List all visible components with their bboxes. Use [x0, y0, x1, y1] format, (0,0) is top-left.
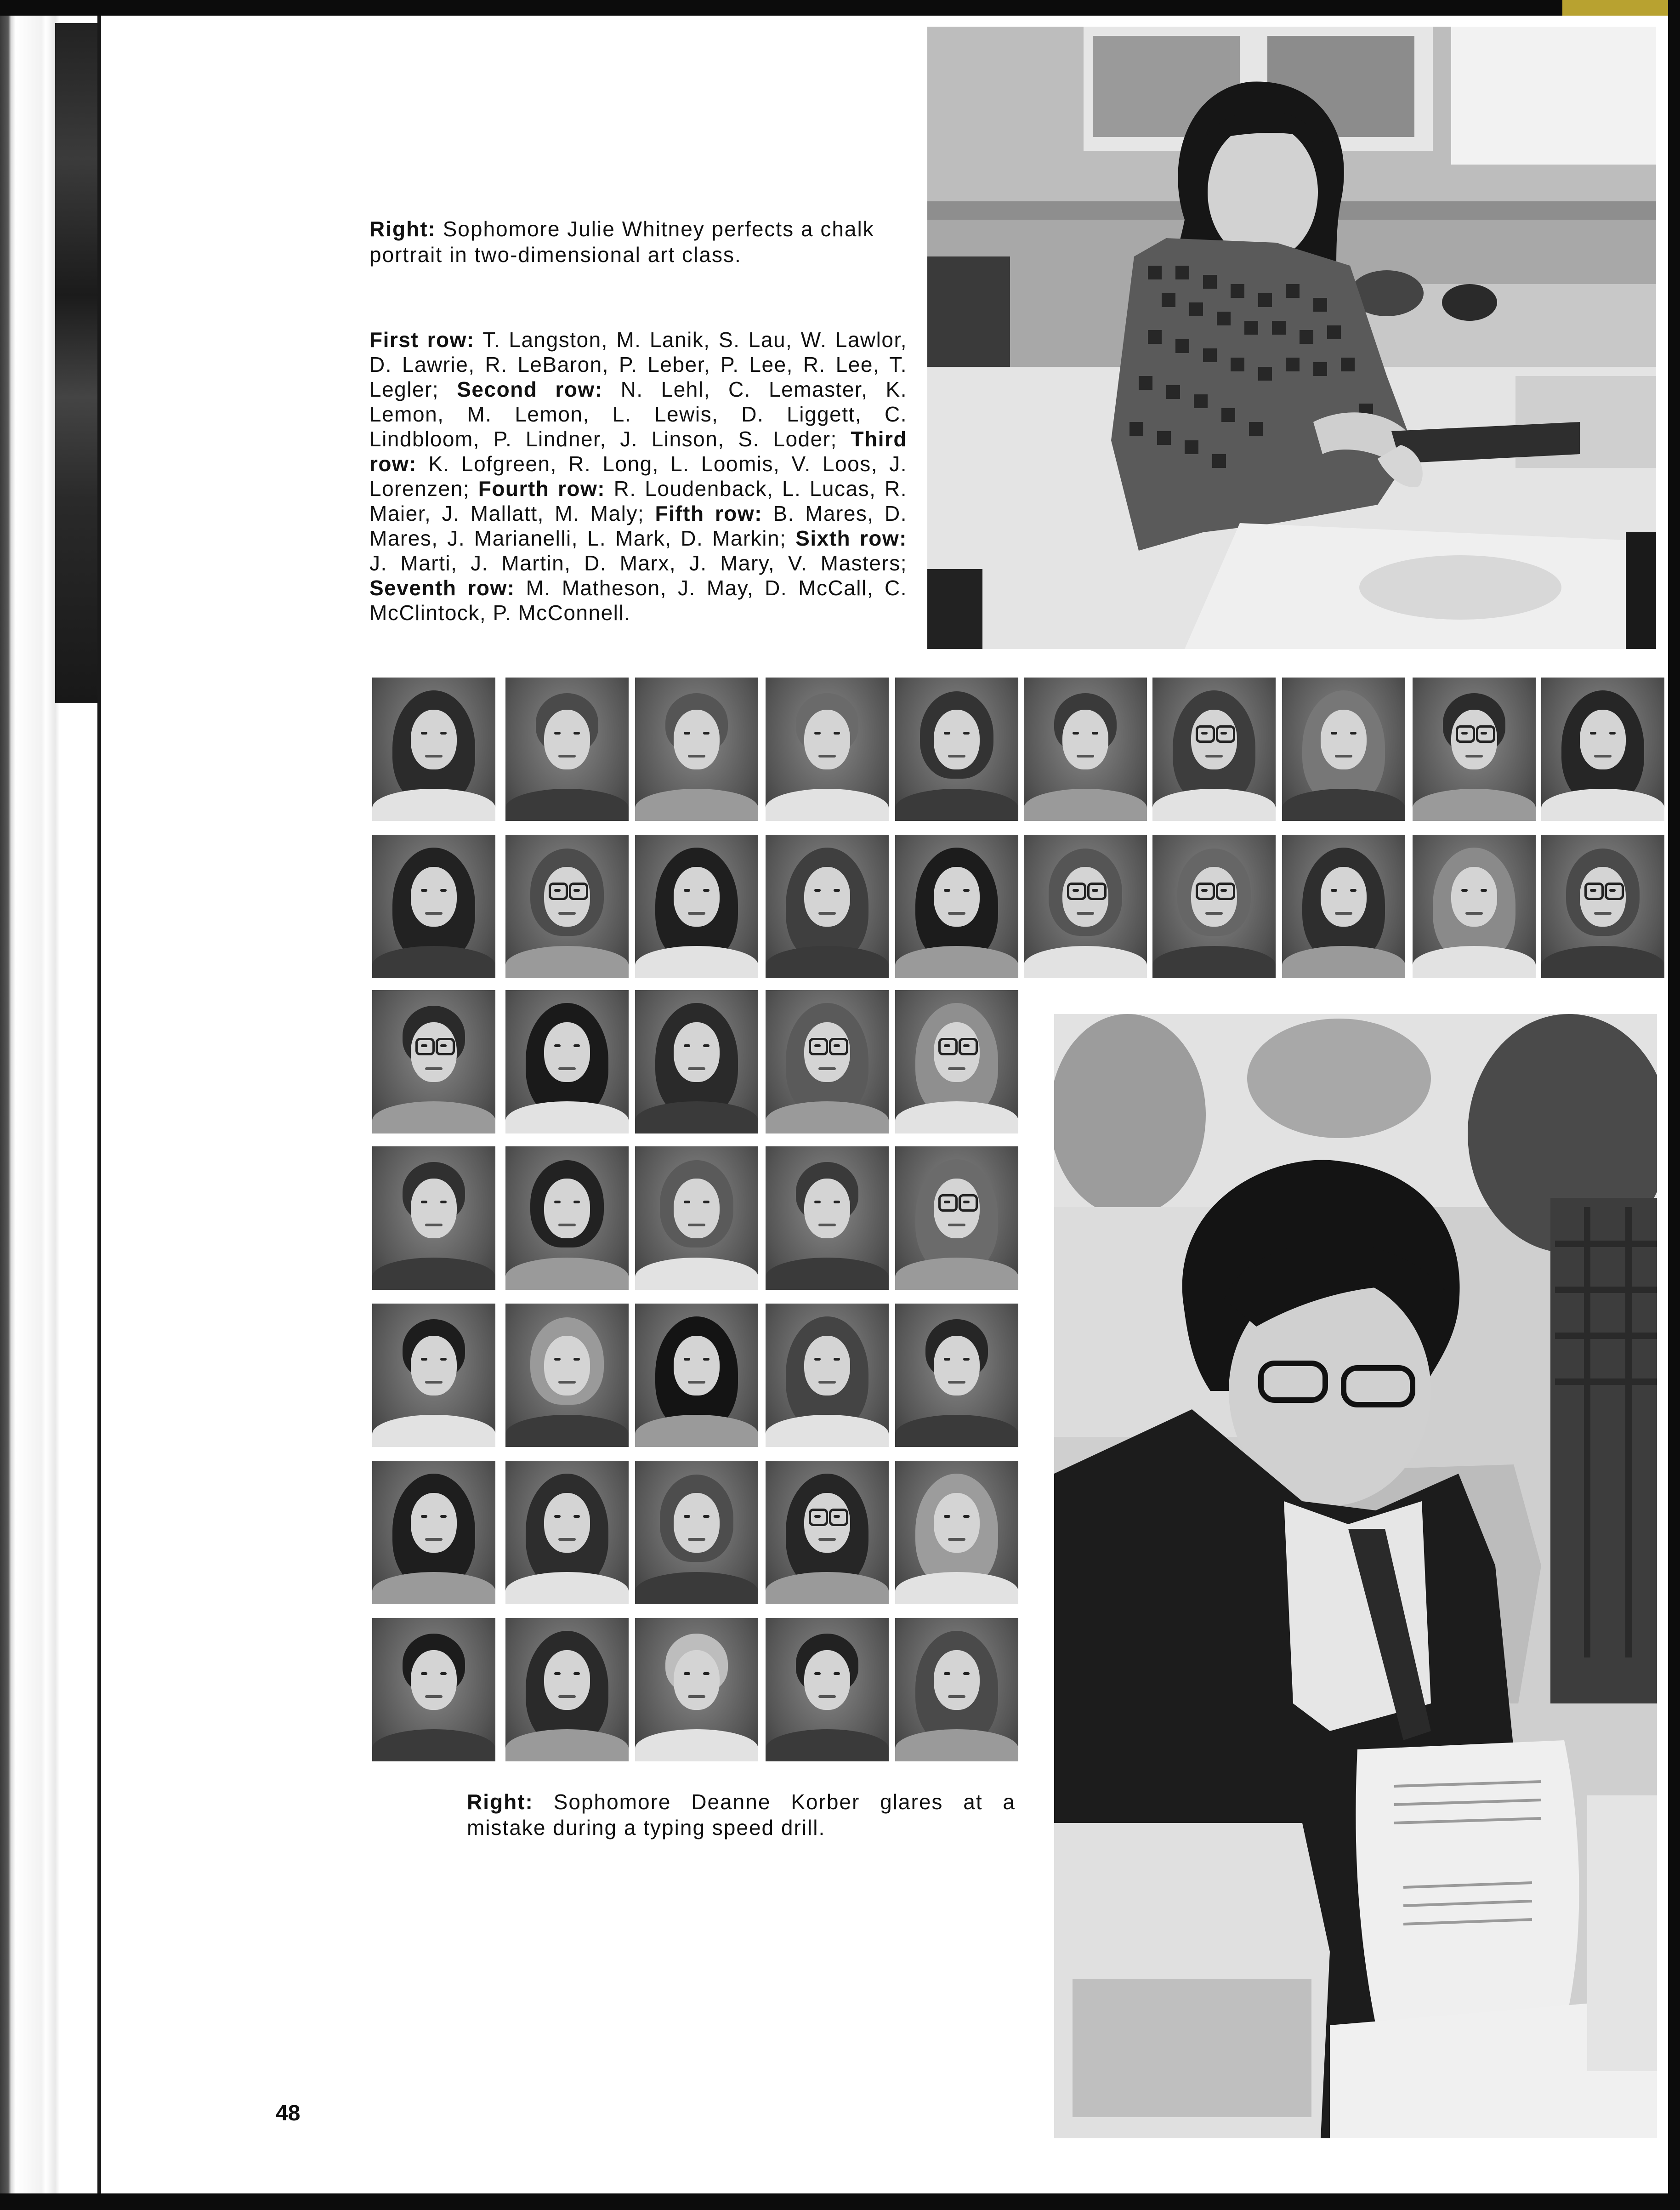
- portrait-face: [544, 1179, 590, 1238]
- student-portrait: [1024, 678, 1147, 821]
- student-portrait: [766, 1146, 889, 1290]
- portrait-eye: [1350, 889, 1356, 892]
- page-number: 48: [276, 2101, 301, 2125]
- portrait-glasses: [938, 1194, 958, 1212]
- portrait-glasses: [1476, 725, 1495, 743]
- portrait-eye: [684, 889, 690, 892]
- portrait-eye: [554, 732, 561, 735]
- student-portrait: [766, 990, 889, 1133]
- portrait-eye: [814, 889, 821, 892]
- portrait-glasses: [829, 1509, 848, 1526]
- portrait-eye: [1092, 732, 1098, 735]
- portrait-eye: [421, 1358, 427, 1361]
- portrait-eye: [944, 1358, 950, 1361]
- portrait-eye: [573, 1201, 580, 1203]
- portrait-mouth: [425, 1695, 443, 1698]
- portrait-glasses: [938, 1038, 958, 1055]
- student-portrait: [895, 1461, 1018, 1604]
- portrait-eye: [440, 1515, 447, 1518]
- portrait-eye: [703, 1358, 709, 1361]
- caption-text: Sophomore Julie Whitney perfects a chalk portrait in two-dimensional art class.: [369, 217, 874, 267]
- portrait-eye: [703, 1515, 709, 1518]
- caption-text: Sophomore Deanne Korber glares at a mistake during a typing speed drill.: [467, 1790, 1016, 1840]
- student-portrait: [1413, 678, 1536, 821]
- student-portrait: [505, 1146, 629, 1290]
- portrait-eye: [703, 1672, 709, 1675]
- row-label-sixth: Sixth row:: [795, 526, 908, 550]
- portrait-eye: [554, 1358, 561, 1361]
- portrait-glasses: [1067, 883, 1086, 900]
- portrait-face: [674, 1022, 720, 1082]
- portrait-face: [544, 1022, 590, 1082]
- portrait-mouth: [1465, 912, 1483, 915]
- portrait-mouth: [425, 1381, 443, 1384]
- portrait-mouth: [818, 1381, 836, 1384]
- portrait-face: [934, 710, 980, 769]
- portrait-mouth: [1594, 912, 1612, 915]
- portrait-glasses: [1216, 725, 1235, 743]
- typing-photo-caption: [467, 1789, 1016, 1840]
- portrait-eye: [814, 732, 821, 735]
- portrait-mouth: [425, 1067, 443, 1070]
- student-portrait: [505, 835, 629, 978]
- portrait-mouth: [818, 755, 836, 758]
- portrait-mouth: [558, 1067, 576, 1070]
- portrait-face: [934, 867, 980, 927]
- portrait-face: [804, 1179, 850, 1238]
- student-portrait: [766, 835, 889, 978]
- student-portrait: [372, 1461, 495, 1604]
- student-portrait: [1282, 678, 1405, 821]
- portrait-eye: [703, 1201, 709, 1203]
- student-portrait: [635, 990, 758, 1133]
- portrait-face: [934, 1336, 980, 1395]
- portrait-mouth: [688, 1067, 705, 1070]
- row-names-fifth: B. Mares, D. Mares, J. Marianelli, L. Mark, D. Markin;: [369, 501, 908, 550]
- student-portrait: [1282, 835, 1405, 978]
- portrait-mouth: [948, 1224, 965, 1226]
- row-label-third: Third row:: [369, 427, 907, 476]
- row-label-seventh: Seventh row:: [369, 576, 515, 600]
- portrait-mouth: [558, 1538, 576, 1541]
- row-names-fourth: R. Loudenback, L. Lucas, R. Maier, J. Mallatt, M. Maly;: [369, 477, 907, 525]
- portrait-face: [1062, 710, 1108, 769]
- portrait-eye: [834, 1358, 840, 1361]
- portrait-eye: [573, 1672, 580, 1675]
- row-names-first: T. Langston, M. Lanik, S. Lau, W. Lawlor, D. Lawrie, R. LeBaron, P. Leber, P. Lee, R. Lee, T. Legler;: [369, 328, 908, 401]
- portrait-face: [934, 1493, 980, 1553]
- portrait-mouth: [1335, 755, 1352, 758]
- student-portrait: [766, 1461, 889, 1604]
- row-names-third: K. Lofgreen, R. Long, L. Loomis, V. Loos, J. Lorenzen;: [369, 452, 907, 501]
- portrait-face: [544, 1336, 590, 1395]
- portrait-mouth: [818, 1538, 836, 1541]
- portrait-eye: [573, 1358, 580, 1361]
- scan-border-bottom: [0, 2193, 1680, 2210]
- portrait-face: [411, 1179, 457, 1238]
- student-portrait: [372, 1146, 495, 1290]
- caption-label: Right:: [467, 1790, 534, 1814]
- student-portrait: [635, 835, 758, 978]
- row-label-fifth: Fifth row:: [655, 501, 762, 525]
- portrait-face: [544, 1650, 590, 1710]
- student-portrait: [505, 678, 629, 821]
- student-portrait: [895, 1146, 1018, 1290]
- portrait-eye: [421, 1201, 427, 1203]
- student-portrait: [1152, 835, 1276, 978]
- portrait-mouth: [818, 912, 836, 915]
- portrait-mouth: [425, 1538, 443, 1541]
- portrait-eye: [440, 1672, 447, 1675]
- portrait-mouth: [948, 1381, 965, 1384]
- portrait-eye: [684, 732, 690, 735]
- portrait-eye: [963, 889, 970, 892]
- portrait-glasses: [1216, 883, 1235, 900]
- portrait-glasses: [1584, 883, 1604, 900]
- portrait-eye: [944, 1672, 950, 1675]
- student-portrait: [372, 990, 495, 1133]
- portrait-mouth: [558, 1381, 576, 1384]
- portrait-eye: [1609, 732, 1616, 735]
- portrait-eye: [1331, 889, 1337, 892]
- portrait-glasses: [959, 1038, 978, 1055]
- portrait-eye: [440, 1358, 447, 1361]
- portrait-glasses: [1456, 725, 1475, 743]
- row-names-second: N. Lehl, C. Lemaster, K. Lemon, M. Lemon, L. Lewis, D. Liggett, C. Lindbloom, P. Lindner, J. Linson, S. Loder;: [369, 377, 908, 451]
- portrait-face: [411, 710, 457, 769]
- portrait-mouth: [948, 1067, 965, 1070]
- student-portrait: [766, 678, 889, 821]
- portrait-mouth: [1205, 912, 1223, 915]
- student-portrait: [635, 678, 758, 821]
- portrait-eye: [554, 1044, 561, 1047]
- portrait-face: [674, 1179, 720, 1238]
- portrait-eye: [963, 1358, 970, 1361]
- portrait-mouth: [948, 1538, 965, 1541]
- portrait-eye: [421, 889, 427, 892]
- portrait-face: [411, 1336, 457, 1395]
- portrait-eye: [554, 1672, 561, 1675]
- portrait-face: [1321, 867, 1367, 927]
- student-portrait: [372, 835, 495, 978]
- portrait-face: [934, 1650, 980, 1710]
- portrait-glasses: [959, 1194, 978, 1212]
- portrait-eye: [421, 1515, 427, 1518]
- portrait-eye: [834, 889, 840, 892]
- portrait-face: [674, 710, 720, 769]
- portrait-eye: [963, 1672, 970, 1675]
- portrait-eye: [703, 889, 709, 892]
- portrait-mouth: [688, 1224, 705, 1226]
- portrait-eye: [1331, 732, 1337, 735]
- student-portrait: [895, 678, 1018, 821]
- portrait-face: [674, 867, 720, 927]
- portrait-mouth: [688, 755, 705, 758]
- portrait-eye: [963, 1515, 970, 1518]
- art-photo-caption: [369, 216, 907, 268]
- portrait-glasses: [809, 1038, 828, 1055]
- portrait-mouth: [1077, 912, 1094, 915]
- portrait-mouth: [425, 1224, 443, 1226]
- portrait-eye: [554, 1201, 561, 1203]
- portrait-mouth: [1077, 755, 1094, 758]
- portrait-eye: [944, 732, 950, 735]
- portrait-eye: [573, 1515, 580, 1518]
- student-portrait: [1024, 835, 1147, 978]
- portrait-eye: [703, 1044, 709, 1047]
- portrait-eye: [1350, 732, 1356, 735]
- scan-border-top: [0, 0, 1680, 16]
- portrait-glasses: [1196, 725, 1215, 743]
- student-portrait: [1541, 835, 1664, 978]
- portrait-mouth: [558, 755, 576, 758]
- portrait-face: [674, 1493, 720, 1553]
- portrait-mouth: [425, 755, 443, 758]
- portrait-eye: [703, 732, 709, 735]
- adjacent-page-photo-strip: [55, 23, 101, 703]
- portrait-eye: [684, 1672, 690, 1675]
- portrait-face: [804, 867, 850, 927]
- portrait-face: [1580, 710, 1626, 769]
- portrait-mouth: [688, 1538, 705, 1541]
- portrait-face: [1451, 867, 1497, 927]
- portrait-mouth: [1205, 755, 1223, 758]
- portrait-glasses: [436, 1038, 455, 1055]
- row-label-fourth: Fourth row:: [478, 477, 606, 501]
- student-portrait: [505, 990, 629, 1133]
- portrait-face: [804, 1650, 850, 1710]
- portrait-face: [1321, 710, 1367, 769]
- portrait-eye: [421, 1672, 427, 1675]
- student-portrait: [505, 1618, 629, 1761]
- student-portrait: [1413, 835, 1536, 978]
- student-portrait: [505, 1461, 629, 1604]
- student-portrait: [895, 835, 1018, 978]
- portrait-eye: [834, 732, 840, 735]
- student-portrait: [895, 1304, 1018, 1447]
- binding-shadow: [97, 0, 101, 2210]
- student-portrait: [1152, 678, 1276, 821]
- portrait-face: [674, 1336, 720, 1395]
- portrait-eye: [834, 1201, 840, 1203]
- student-portrait: [1541, 678, 1664, 821]
- portrait-eye: [1481, 889, 1487, 892]
- typing-class-photo-illustration: [1054, 1014, 1657, 2138]
- portrait-face: [674, 1650, 720, 1710]
- portrait-mouth: [948, 755, 965, 758]
- portrait-glasses: [809, 1509, 828, 1526]
- portrait-eye: [814, 1672, 821, 1675]
- caption-label: Right:: [369, 217, 436, 241]
- student-portrait: [895, 1618, 1018, 1761]
- row-label-second: Second row:: [457, 377, 603, 401]
- portrait-eye: [684, 1515, 690, 1518]
- row-names-sixth: J. Marti, J. Martin, D. Marx, J. Mary, V. Masters;: [369, 551, 907, 575]
- art-class-photo-illustration: [927, 27, 1656, 649]
- scan-border-accent: [1562, 0, 1680, 16]
- portrait-names-caption: [369, 327, 907, 625]
- portrait-eye: [944, 889, 950, 892]
- portrait-eye: [963, 732, 970, 735]
- portrait-mouth: [1335, 912, 1352, 915]
- row-label-first: First row:: [369, 328, 475, 352]
- portrait-mouth: [948, 1695, 965, 1698]
- portrait-mouth: [818, 1695, 836, 1698]
- portrait-eye: [573, 732, 580, 735]
- portrait-eye: [684, 1358, 690, 1361]
- photo-art-class: [927, 27, 1656, 649]
- portrait-mouth: [558, 1224, 576, 1226]
- portrait-glasses: [1087, 883, 1107, 900]
- portrait-eye: [554, 1515, 561, 1518]
- student-portrait: [372, 1618, 495, 1761]
- portrait-glasses: [829, 1038, 848, 1055]
- student-portrait: [372, 678, 495, 821]
- portrait-face: [411, 1493, 457, 1553]
- student-portrait: [372, 1304, 495, 1447]
- portrait-face: [411, 867, 457, 927]
- portrait-mouth: [818, 1224, 836, 1226]
- portrait-eye: [440, 732, 447, 735]
- portrait-mouth: [818, 1067, 836, 1070]
- portrait-mouth: [688, 1381, 705, 1384]
- portrait-mouth: [558, 912, 576, 915]
- portrait-glasses: [1196, 883, 1215, 900]
- student-portrait: [766, 1618, 889, 1761]
- portrait-glasses: [415, 1038, 435, 1055]
- portrait-eye: [834, 1672, 840, 1675]
- student-portrait: [635, 1461, 758, 1604]
- portrait-glasses: [569, 883, 588, 900]
- portrait-eye: [421, 732, 427, 735]
- portrait-eye: [814, 1358, 821, 1361]
- portrait-eye: [440, 889, 447, 892]
- portrait-eye: [1461, 889, 1468, 892]
- student-portrait: [895, 990, 1018, 1133]
- portrait-eye: [944, 1515, 950, 1518]
- student-portrait: [635, 1618, 758, 1761]
- student-portrait: [766, 1304, 889, 1447]
- portrait-face: [411, 1650, 457, 1710]
- portrait-face: [804, 1336, 850, 1395]
- portrait-eye: [1590, 732, 1596, 735]
- portrait-eye: [573, 1044, 580, 1047]
- portrait-eye: [1073, 732, 1079, 735]
- portrait-eye: [684, 1044, 690, 1047]
- portrait-mouth: [1465, 755, 1483, 758]
- row-names-seventh: M. Matheson, J. May, D. McCall, C. McClintock, P. McConnell.: [369, 576, 908, 625]
- scan-border-right: [1668, 0, 1680, 2210]
- portrait-face: [544, 1493, 590, 1553]
- portrait-eye: [684, 1201, 690, 1203]
- portrait-mouth: [1594, 755, 1612, 758]
- portrait-mouth: [688, 1695, 705, 1698]
- portrait-mouth: [425, 912, 443, 915]
- portrait-glasses: [1605, 883, 1624, 900]
- portrait-face: [544, 710, 590, 769]
- portrait-eye: [814, 1201, 821, 1203]
- portrait-eye: [440, 1201, 447, 1203]
- photo-typing-class: [1054, 1014, 1657, 2138]
- portrait-face: [804, 710, 850, 769]
- portrait-glasses: [549, 883, 568, 900]
- portrait-mouth: [948, 912, 965, 915]
- student-portrait: [635, 1304, 758, 1447]
- portrait-mouth: [558, 1695, 576, 1698]
- student-portrait: [505, 1304, 629, 1447]
- student-portrait: [635, 1146, 758, 1290]
- portrait-mouth: [688, 912, 705, 915]
